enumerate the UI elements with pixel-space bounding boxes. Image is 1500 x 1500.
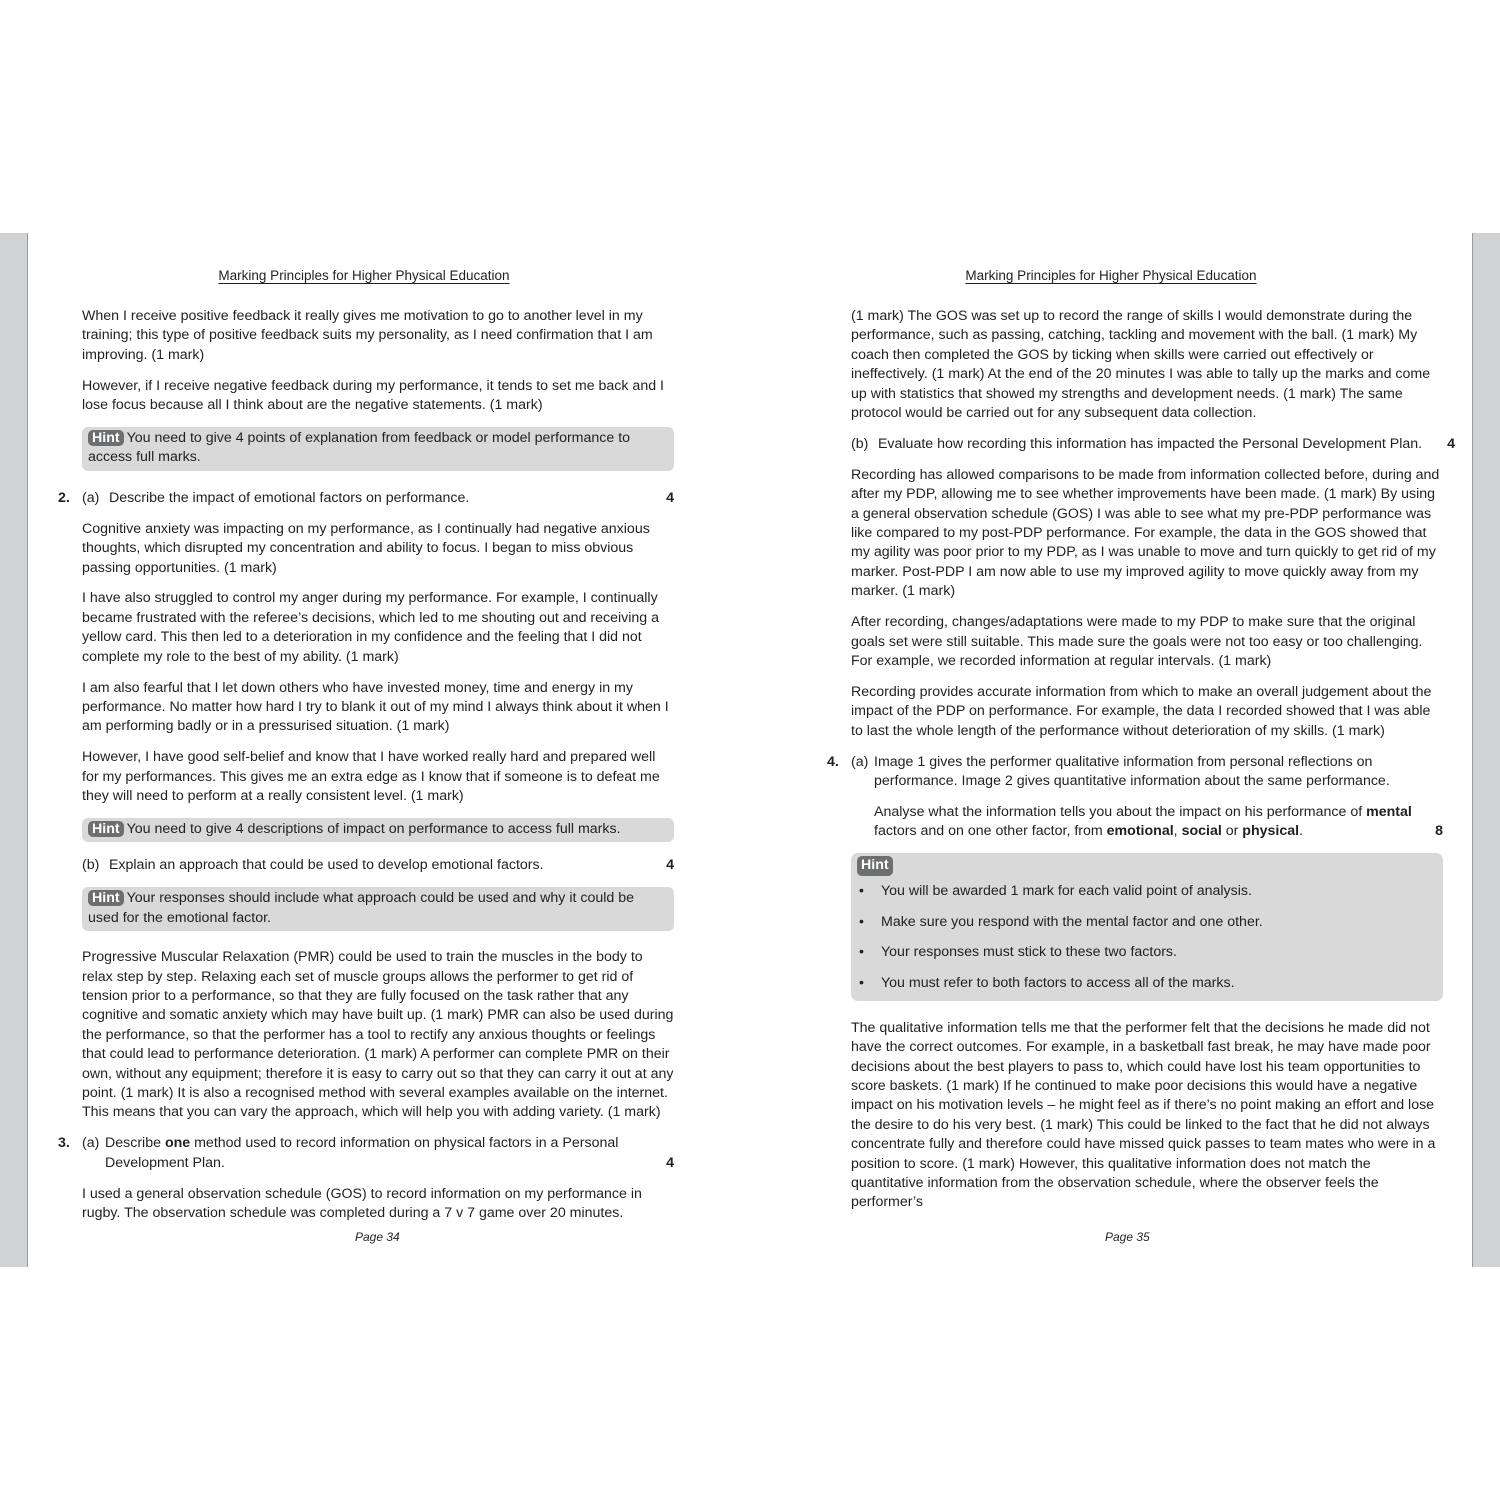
question-part: (b)	[82, 857, 100, 874]
hint-text: You need to give 4 descriptions of impact on performance to access full marks.	[126, 821, 621, 838]
question-3a	[58, 1134, 674, 1173]
paragraph: I have also struggled to control my anger during my performance. For example, I continually became frustrated with the referee’s decisions, which led to me shouting out and receiving a yellow card. This then led to a deterioration in my confidence and the feeling that I did not complete my role to the best of my ability. (1 mark)	[82, 590, 660, 665]
question-text: Describe the impact of emotional factors on performance.	[108, 489, 470, 506]
hint-label: Hint	[88, 430, 124, 446]
hint-label: Hint	[88, 821, 124, 837]
paragraph: After recording, changes/adaptations were made to my PDP to make sure that the original goals set were still suitable. This made sure the goals were not too easy or too challenging. For example, we recorded information at regular intervals. (1 mark)	[851, 614, 1423, 669]
question-2a	[58, 489, 674, 508]
hint-item: • You must refer to both factors to access all of the marks.	[881, 974, 1437, 993]
question-text: Explain an approach that could be used to develop emotional factors.	[108, 857, 544, 874]
left-page-edge	[0, 233, 28, 1267]
hint-item: • Make sure you respond with the mental factor and one other.	[881, 913, 1437, 932]
hint-text: Your responses should include what approach could be used and why it could be used for the emotional factor.	[88, 890, 635, 926]
question-part: (a)	[82, 1135, 100, 1152]
paragraph: The qualitative information tells me that the performer felt that the decisions he made did not have the correct outcomes. For example, in a basketball fast break, he may have made poor decisions about the best players to pass to, which could have lost his team opportunities to score baskets. (1 mark) If he continued to make poor decisions this would have a negative impact on his motivation levels – he might feel as if there’s no point making an effort and lose the desire to do his very best. (1 mark) This could be linked to the fact that he did not always concentrate fully and therefore could have missed quick passes to team mates who were in a position to score. (1 mark) However, this qualitative information does not match the quantitative information from the observation schedule, where the observer feels the performer’s	[851, 1019, 1436, 1211]
paragraph: (1 mark) The GOS was set up to record the range of skills I would demonstrate during the performance, such as passing, catching, tackling and movement with the ball. (1 mark) My coach then completed the GOS by ticking when skills were carried out effectively or ineffectively. (1 mark) At the end of the 20 minutes I was able to tally up the marks and come up with statistics that showed my strengths and development needs. (1 mark) The same protocol would be carried out for any subsequent data collection.	[851, 308, 1431, 422]
question-text: Evaluate how recording this information has impacted the Personal Development Plan.	[877, 435, 1423, 452]
hint-text: You need to give 4 points of explanation from feedback or model performance to access full marks.	[88, 430, 631, 466]
paragraph: Recording has allowed comparisons to be made from information collected before, during and after my PDP, allowing me to see whether improvements have been made. (1 mark) By using a general observation schedule (GOS) I was able to see what my pre-PDP performance was like compared to my post-PDP performance. For example, the data in the GOS showed that my agility was poor prior to my PDP, as I was unable to move and turn quickly to get rid of my marker. Post-PDP I am now able to use my improved agility to move quickly away from my marker. (1 mark)	[851, 466, 1440, 600]
question-number: 4.	[827, 753, 839, 770]
marks: 4	[666, 1154, 674, 1171]
paragraph: Recording provides accurate information from which to make an overall judgement about the impact of the PDP on performance. For example, the data I recorded showed that I was able to last the whole length of the performance without deterioration of my skills. (1 mark)	[851, 683, 1432, 739]
running-head: Marking Principles for Higher Physical Education	[218, 268, 510, 283]
page-number: Page 34	[355, 1230, 400, 1244]
hint-box	[82, 818, 674, 842]
paragraph: Progressive Muscular Relaxation (PMR) could be used to train the muscles in the body to relax step by step. Relaxing each set of muscle groups allows the performer to get rid of tension prior to a performance, so that they are fully focused on the task rather that any cognitive and somatic anxiety which may have built up. (1 mark) PMR can also be used during the performance, so that the performer has a tool to rectify any anxious thoughts or feelings that could lead to performance deterioration. (1 mark) A performer can complete PMR on their own, without any equipment; therefore it is easy to carry out so that they can carry it out at any point. (1 mark) It is also a recognised method with several examples available on the internet. This means that you can vary the approach, which will help you with adding variety. (1 mark)	[82, 949, 674, 1121]
marks: 8	[1435, 823, 1443, 840]
page-content	[827, 307, 1455, 1224]
hint-item: • Your responses must stick to these two factors.	[881, 943, 1437, 962]
question-number: 2.	[58, 489, 70, 506]
hint-label: Hint	[857, 856, 893, 875]
paragraph: I am also fearful that I let down others who have invested money, time and energy in my performance. No matter how hard I try to blank it out of my mind I always think about it when I am performing badly or in a pressurised situation. (1 mark)	[82, 679, 669, 735]
paragraph: When I receive positive feedback it really gives me motivation to go to another level in my training; this type of positive feedback suits my personality, as I need confirmation that I am improving. (1 mark)	[82, 308, 653, 363]
paragraph: Cognitive anxiety was impacting on my performance, as I continually had negative anxious thoughts, which disrupted my concentration and ability to focus. I began to miss obvious passing opportunities. (1 mark)	[82, 520, 650, 576]
hint-item: • You will be awarded 1 mark for each valid point of analysis.	[881, 882, 1437, 901]
hint-box	[82, 887, 674, 931]
hint-list	[857, 882, 1437, 994]
hint-label: Hint	[88, 890, 124, 906]
page-content	[58, 307, 674, 1235]
question-part: (a)	[82, 489, 100, 506]
hint-box	[82, 427, 674, 471]
question-part: (b)	[851, 435, 869, 452]
question-3b	[851, 435, 1455, 454]
question-text: Image 1 gives the performer qualitative information from personal reflections on performance. Image 2 gives quantitative information about the same performance.	[874, 753, 1390, 790]
question-number: 3.	[58, 1135, 70, 1152]
marks: 4	[666, 489, 674, 506]
page-35	[750, 233, 1472, 1267]
question-part: (a)	[851, 753, 869, 770]
marks: 4	[1447, 435, 1455, 452]
question-text: Describe one method used to record information on physical factors in a Personal Development Plan.	[105, 1135, 619, 1171]
paragraph: I used a general observation schedule (GOS) to record information on my performance in rugby. The observation schedule was completed during a 7 v 7 game over 20 minutes.	[82, 1185, 642, 1222]
marks: 4	[666, 857, 674, 874]
page-number: Page 35	[1105, 1230, 1150, 1244]
question-4a	[827, 753, 1443, 792]
paragraph: However, if I receive negative feedback during my performance, it tends to set me back and I lose focus because all I think about are the negative statements. (1 mark)	[82, 377, 664, 414]
right-page-edge	[1472, 233, 1500, 1267]
book-spread	[0, 233, 1500, 1267]
hint-box	[851, 853, 1443, 1001]
page-34	[28, 233, 750, 1267]
paragraph: However, I have good self-belief and know that I have worked really hard and prepared well for my performances. This gives me an extra edge as I know that if someone is to defeat me they will need to perform at a really consistent level. (1 mark)	[82, 749, 660, 805]
question-4-instruction: Analyse what the information tells you about the impact on his performance of mental factors and on one other factor, from emotional, social or physical. 8	[851, 803, 1443, 842]
question-2b	[82, 856, 674, 875]
running-head: Marking Principles for Higher Physical Education	[965, 268, 1257, 283]
